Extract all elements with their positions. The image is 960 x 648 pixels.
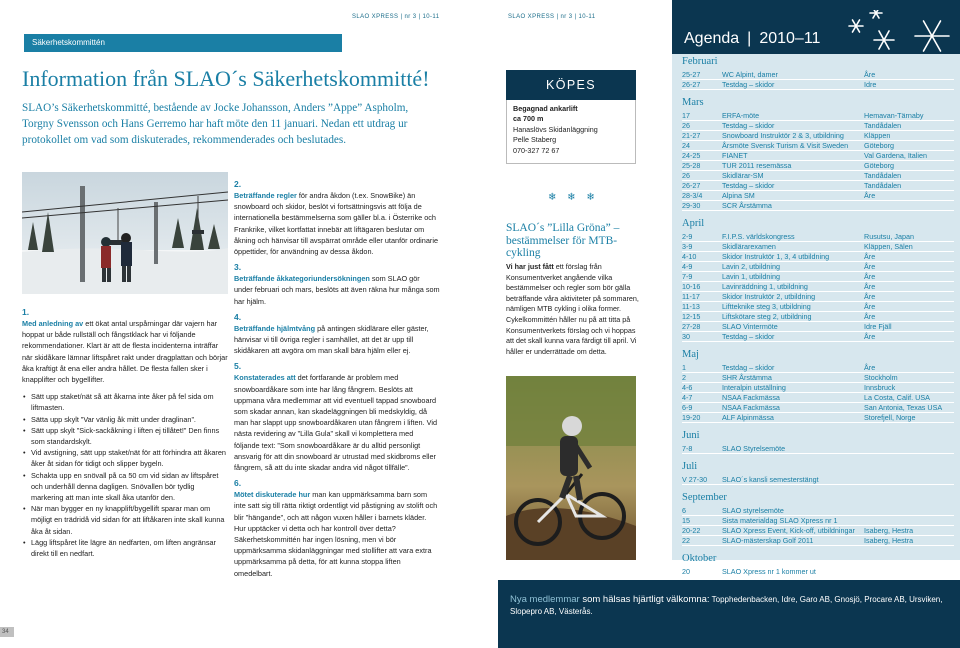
agenda-event: SLAO Xpress nr 1 kommer ut xyxy=(722,567,816,576)
agenda-event: Snowboard Instruktör 2 & 3, utbildning xyxy=(722,131,844,140)
agenda-event: ALF Alpinmässa xyxy=(722,413,774,422)
agenda-month-heading: Mars xyxy=(682,97,704,108)
agenda-date: 26 xyxy=(682,171,690,180)
agenda-date: 26 xyxy=(682,121,690,130)
agenda-place: Åre xyxy=(864,332,876,341)
agenda-row xyxy=(682,181,954,191)
list-item: • Sätt upp staket/nät så att åkarna inte åker på fel sida om liftmasten. xyxy=(22,391,228,413)
section-3-lead: Beträffande åkkategoriundersökningen xyxy=(234,274,370,284)
agenda-date: 11-13 xyxy=(682,302,700,311)
section-6-number: 6. xyxy=(234,478,242,489)
agenda-row xyxy=(682,516,954,526)
agenda-place: Stockholm xyxy=(864,373,898,382)
agenda-date: 29-30 xyxy=(682,201,701,210)
agenda-date: 15 xyxy=(682,516,690,525)
section-5-lead: Konstaterades att xyxy=(234,373,296,383)
agenda-date: 22 xyxy=(682,536,690,545)
agenda-event: SLAO Styrelsemöte xyxy=(722,444,786,453)
agenda-date: 11-17 xyxy=(682,292,700,301)
list-item: • Sätta upp skylt ”Var vänlig åk mitt under draglinan”. xyxy=(22,414,228,425)
agenda-date: 25-27 xyxy=(682,70,701,79)
agenda-month-heading: Juli xyxy=(682,461,698,472)
agenda-event: Liftteknike steg 3, utbildning xyxy=(722,302,811,311)
agenda-date: 26-27 xyxy=(682,80,701,89)
agenda-date: 7-8 xyxy=(682,444,693,453)
agenda-place: Rusutsu, Japan xyxy=(864,232,914,241)
agenda-row xyxy=(682,292,954,302)
agenda-place: Åre xyxy=(864,252,876,261)
agenda-date: V 27-30 xyxy=(682,475,708,484)
agenda-event: Testdag – skidor xyxy=(722,80,775,89)
agenda-event: WC Alpint, damer xyxy=(722,70,778,79)
lilla-grona-lead: Vi har just fått xyxy=(506,262,554,271)
agenda-place: Åre xyxy=(864,292,876,301)
running-head-right: SLAO XPRESS | nr 3 | 10-11 xyxy=(508,14,596,20)
agenda-date: 6-9 xyxy=(682,403,693,412)
agenda-title-separator: | xyxy=(747,30,752,47)
agenda-date: 4-10 xyxy=(682,252,697,261)
section-6-body: man kan uppmärksamma barn som inte satt sig till rätta riktigt ordentligt vid påstigning av stolift och blir ”hängande”, och att någon vuxen håller i barnets kläder. Hur upptäcker vi detta och har kontroll över detta? Säkerhetskommittén har ingen lösning, men vi bör uppmärksamma skidanläggningar med stollifter att vara extra uppmärksamma på detta, för att kunna stoppa liften omedelbart. xyxy=(234,490,438,578)
agenda-place: Kläppen, Sälen xyxy=(864,242,913,251)
agenda-place: San Antonia, Texas USA xyxy=(864,403,943,412)
lilla-grona-body xyxy=(506,262,640,358)
agenda-event: SHR Årstämma xyxy=(722,373,772,382)
agenda-title-word: Agenda xyxy=(684,30,740,47)
agenda-date: 7-9 xyxy=(682,272,693,281)
section-1-lead: Med anledning av xyxy=(22,319,84,328)
list-item: • Sätt upp skylt ”Sick-sackåkning i liften ej tillåtet!” Den finns som standardskylt. xyxy=(22,425,228,447)
list-item: • Lägg liftspåret lite lägre än nedfarten, om liften angränsar direkt till en nedfart. xyxy=(22,537,228,559)
agenda-event: SLAO´s kansli semesterstängt xyxy=(722,475,819,484)
agenda-place: La Costa, Calif. USA xyxy=(864,393,930,402)
agenda-date: 19-20 xyxy=(682,413,701,422)
lilla-grona-title: SLAO´s ”Lilla Gröna” – bestämmelser för MTB-cykling xyxy=(506,222,620,259)
agenda-date: 3-9 xyxy=(682,242,693,251)
mountain-bike-photo xyxy=(506,376,636,560)
agenda-row xyxy=(682,121,954,131)
agenda-date: 20-22 xyxy=(682,526,701,535)
agenda-place: Åre xyxy=(864,312,876,321)
agenda-place: Tandådalen xyxy=(864,171,902,180)
agenda-place: Isaberg, Hestra xyxy=(864,526,914,535)
agenda-row-divider xyxy=(682,210,954,211)
agenda-place: Åre xyxy=(864,302,876,311)
section-tag: Säkerhetskommittén xyxy=(24,34,342,52)
agenda-date: 17 xyxy=(682,111,690,120)
new-members-lead: som hälsas hjärtligt välkomna: xyxy=(579,594,710,605)
agenda-place: Val Gardena, Italien xyxy=(864,151,927,160)
agenda-row-divider xyxy=(682,576,954,577)
agenda-date: 2 xyxy=(682,373,686,382)
agenda-date: 27-28 xyxy=(682,322,701,331)
agenda-month-heading: Februari xyxy=(682,56,718,67)
agenda-event: F.I.P.S. världskongress xyxy=(722,232,795,241)
agenda-row xyxy=(682,70,954,80)
agenda-place: Åre xyxy=(864,272,876,281)
new-members-text xyxy=(510,594,950,618)
agenda-event: SCR Årstämma xyxy=(722,201,772,210)
agenda-event: Skidlärarexamen xyxy=(722,242,776,251)
kopes-line: Begagnad ankarlift xyxy=(513,104,578,113)
agenda-date: 4-7 xyxy=(682,393,693,402)
section-4-lead: Beträffande hjälmtvång xyxy=(234,323,316,333)
agenda-event: Testdag – skidor xyxy=(722,181,775,190)
section-4-body: på antingen skidlärare eller gäster, hänvisar vi till övriga regler i samhället, att det är upp till skidåkaren att avgöra om man skall bära hjälm eller ej. xyxy=(234,323,429,356)
kopes-line: ca 700 m xyxy=(513,114,544,124)
agenda-place: Åre xyxy=(864,282,876,291)
agenda-row xyxy=(682,252,954,262)
agenda-event: Skidor Instruktör 2, utbildning xyxy=(722,292,816,301)
agenda-place: Hemavan-Tärnaby xyxy=(864,111,924,120)
agenda-event: SLAO Vintermöte xyxy=(722,322,778,331)
recommendation-list xyxy=(22,391,228,559)
section-4-number: 4. xyxy=(234,311,242,322)
agenda-place: Åre xyxy=(864,191,876,200)
agenda-date: 12-15 xyxy=(682,312,701,321)
agenda-event: SLAO Xpress Event, Kick-off, utbildningar xyxy=(722,526,855,535)
agenda-event: ERFA-möte xyxy=(722,111,760,120)
agenda-row xyxy=(682,111,954,121)
agenda-row xyxy=(682,171,954,181)
agenda-row xyxy=(682,403,954,413)
section-5-body: det fortfarande är problem med snowboardåkare som inte har lång fångrem. Beslöts att uppmana våra medlemmar att vid eventuell tappad snowboard som skadar annan, kan skadeläggningen bli medskyldig, då man har slappt upp snowboardåkaren utan fångrem i liften. Vid nästa revidering av ”Lilla Gula” skall vi komplettera med följande text: ”Som snowboardåkare är du alltid personligt ansvarig för att din snowboard är utrustad med skidbroms eller fångrem, så att du inte skadar andra vid något tillfälle”. xyxy=(234,373,438,473)
agenda-event: SLAO styrelsemöte xyxy=(722,506,784,515)
agenda-event: Lavin 1, utbildning xyxy=(722,272,780,281)
section-2-body: för andra åkdon (t.ex. SnowBike) än snowboard och skidor, beslöt vi fortsättningsvis att följa de internationella bestämmelserna som gäller bl.a. i Österrike och Frankrike, vilket kortfattat innebär att liftägaren beslutar om åkning och hänvisar till avspärrat område eller utanför ordinarie öppettider, för användning av dessa åkdon. xyxy=(234,191,439,257)
agenda-date: 21-27 xyxy=(682,131,701,140)
ski-lift-photo xyxy=(22,172,228,294)
snowflake-icon xyxy=(848,10,956,75)
agenda-row xyxy=(682,161,954,171)
agenda-place: Kläppen xyxy=(864,131,891,140)
agenda-date: 25-28 xyxy=(682,161,701,170)
new-members-list: Topphedenbacken, Idre, Garo AB, Gnosjö, Procare AB, Ursviken, Slopepro AB, Västerås. xyxy=(510,595,943,616)
article-column-1 xyxy=(22,302,228,559)
agenda-row xyxy=(682,413,954,423)
section-3-body: som SLAO gör under februari och mars, beslöts att även räkna hur många som har hjälm. xyxy=(234,274,440,306)
section-3-text xyxy=(234,273,440,307)
lilla-grona-text: ett förslag från Konsumentverket angående vilka bestämmelser och regler som bör gälla beträffande våra aktiviteter på sommaren, nämligen MTB cykling i olika former. Cykelkommittén håller nu på att titta på Konsumentverkets förslag och vi hoppas att det skall kunna vara färdigt till april. Vi håller er underrättade om detta. xyxy=(506,262,639,356)
agenda-event: NSAA Fackmässa xyxy=(722,393,780,402)
agenda-event: Testdag – skidor xyxy=(722,332,775,341)
agenda-row xyxy=(682,373,954,383)
kopes-line: Pelle Staberg xyxy=(513,135,557,145)
agenda-place: Storefjell, Norge xyxy=(864,413,916,422)
agenda-row xyxy=(682,536,954,546)
agenda-place: Göteborg xyxy=(864,141,894,150)
agenda-month-heading: April xyxy=(682,218,705,229)
agenda-event: Testdag – skidor xyxy=(722,363,775,372)
agenda-row xyxy=(682,526,954,536)
agenda-place: Tandådalen xyxy=(864,181,902,190)
agenda-row xyxy=(682,322,954,332)
agenda-event: TUR 2011 resemässa xyxy=(722,161,792,170)
list-item: • Schakta upp en snövall på ca 50 cm vid sidan av liftspåret och underhåll denna dagligen. Snövallen bör tydlig markering att man inte skall åka utanför den. xyxy=(22,470,228,504)
section-5-text xyxy=(234,372,440,473)
agenda-date: 20 xyxy=(682,567,690,576)
section-2-text xyxy=(234,190,440,257)
kopes-body xyxy=(513,104,633,156)
agenda-row-divider xyxy=(682,453,954,454)
section-1-body: ett ökat antal urspårningar där vajern har hoppat ur både rullställ och fångstklack har vi följande rekommendationer. Klart är att de flesta incidenterna inträffar när skidåkare lämnar liftspåret rakt under dragplattan och börjar åka kraftigt åt ena eller andra hållet. De flesta fallen sker i knapplifter och bygellifter. xyxy=(22,319,228,385)
agenda-event: Årsmöte Svensk Turism & Visit Sweden xyxy=(722,141,849,150)
list-item: • Vid avstigning, sätt upp staket/nät för att förhindra att åkaren åker åt sidan för tidigt och slipper bygeln. xyxy=(22,447,228,469)
agenda-event: NSAA Fackmässa xyxy=(722,403,780,412)
agenda-event: Liftskötare steg 2, utbildning xyxy=(722,312,812,321)
agenda-date: 26-27 xyxy=(682,181,701,190)
agenda-row xyxy=(682,312,954,322)
agenda-place: Idre Fjäll xyxy=(864,322,892,331)
section-6-lead: Mötet diskuterade hur xyxy=(234,490,311,500)
agenda-row xyxy=(682,131,954,141)
agenda-row xyxy=(682,567,954,577)
agenda-date: 4-9 xyxy=(682,262,693,271)
agenda-row xyxy=(682,151,954,161)
agenda-row xyxy=(682,272,954,282)
agenda-place: Tandådalen xyxy=(864,121,902,130)
article-title: Information från SLAO´s Säkerhetskommitté! xyxy=(22,66,430,91)
agenda-place: Åre xyxy=(864,70,876,79)
agenda-event: Alpina SM xyxy=(722,191,755,200)
kopes-line: Hanaslövs Skidanläggning xyxy=(513,124,598,134)
agenda-event: Lavinräddning 1, utbildning xyxy=(722,282,808,291)
section-1-number: 1. xyxy=(22,307,30,317)
section-5-number: 5. xyxy=(234,361,242,372)
section-1-text xyxy=(22,318,228,385)
agenda-title xyxy=(684,30,820,48)
agenda-place: Isaberg, Hestra xyxy=(864,536,914,545)
agenda-place: Åre xyxy=(864,363,876,372)
agenda-row xyxy=(682,242,954,252)
agenda-month-heading: September xyxy=(682,492,727,503)
agenda-date: 24 xyxy=(682,141,690,150)
agenda-row xyxy=(682,282,954,292)
agenda-date: 10-16 xyxy=(682,282,701,291)
agenda-date: 1 xyxy=(682,363,686,372)
agenda-date: 4-6 xyxy=(682,383,693,392)
agenda-place: Göteborg xyxy=(864,161,894,170)
agenda-row xyxy=(682,475,954,485)
agenda-date: 6 xyxy=(682,506,686,515)
agenda-date: 2-9 xyxy=(682,232,693,241)
agenda-row xyxy=(682,80,954,90)
agenda-row xyxy=(682,302,954,312)
section-6-text xyxy=(234,489,440,579)
agenda-place: Åre xyxy=(864,262,876,271)
list-item: • När man bygger en ny knapplift/bygellift sparar man om möjligt en trädridå vid sidan för att liftåkaren inte skall kunna åka åt sidan. xyxy=(22,503,228,537)
agenda-row-divider xyxy=(682,484,954,485)
agenda-date: 30 xyxy=(682,332,690,341)
agenda-row xyxy=(682,363,954,373)
running-head-left: SLAO XPRESS | nr 3 | 10-11 xyxy=(352,14,440,20)
agenda-row xyxy=(682,201,954,211)
agenda-event: Testdag – skidor xyxy=(722,121,775,130)
agenda-row-divider xyxy=(682,341,954,342)
agenda-row-divider xyxy=(682,545,954,546)
agenda-month-heading: Juni xyxy=(682,430,700,441)
agenda-title-years: 2010–11 xyxy=(759,30,821,47)
agenda-row-divider xyxy=(682,422,954,423)
agenda-row xyxy=(682,444,954,454)
agenda-date: 28-3/4 xyxy=(682,191,703,200)
agenda-place: Idre xyxy=(864,80,877,89)
agenda-row xyxy=(682,506,954,516)
agenda-event: Lavin 2, utbildning xyxy=(722,262,780,271)
agenda-event: Sista materialdag SLAO Xpress nr 1 xyxy=(722,516,838,525)
agenda-month-heading: Oktober xyxy=(682,553,717,564)
section-2-number: 2. xyxy=(234,179,242,189)
kopes-heading: KÖPES xyxy=(506,70,636,100)
agenda-row xyxy=(682,191,954,201)
agenda-event: Interalpin utställning xyxy=(722,383,786,392)
agenda-place: Innsbruck xyxy=(864,383,896,392)
agenda-row xyxy=(682,332,954,342)
section-4-text xyxy=(234,323,440,357)
kopes-line: 070-327 72 67 xyxy=(513,145,560,155)
article-intro: SLAO’s Säkerhetskommitté, bestående av Jocke Johansson, Anders ”Appe” Aspholm, Torgny Svensson och Hans Gerremo har haft möte den 11 januari. Nedan ett utdrag ur protokollet om vad som diskuterades, rekommenderades och beslutades. xyxy=(22,102,409,146)
snowflake-divider-icon: ❄ ❄ ❄ xyxy=(548,192,599,203)
section-2-lead: Beträffande regler xyxy=(234,191,297,200)
agenda-event: Skidor Instruktör 1, 3, 4 utbildning xyxy=(722,252,830,261)
agenda-row xyxy=(682,141,954,151)
agenda-row xyxy=(682,262,954,272)
agenda-month-heading: Maj xyxy=(682,349,699,360)
agenda-row xyxy=(682,393,954,403)
section-3-number: 3. xyxy=(234,262,242,273)
new-members-highlight: Nya medlemmar xyxy=(510,594,580,605)
page-number: 34 xyxy=(2,629,9,635)
agenda-event: SLAO-mästerskap Golf 2011 xyxy=(722,536,814,545)
agenda-row xyxy=(682,232,954,242)
agenda-row-divider xyxy=(682,89,954,90)
agenda-row xyxy=(682,383,954,393)
agenda-date: 24-25 xyxy=(682,151,701,160)
agenda-event: Skidlärar-SM xyxy=(722,171,764,180)
article-column-2 xyxy=(234,174,440,580)
agenda-event: FIANET xyxy=(722,151,748,160)
